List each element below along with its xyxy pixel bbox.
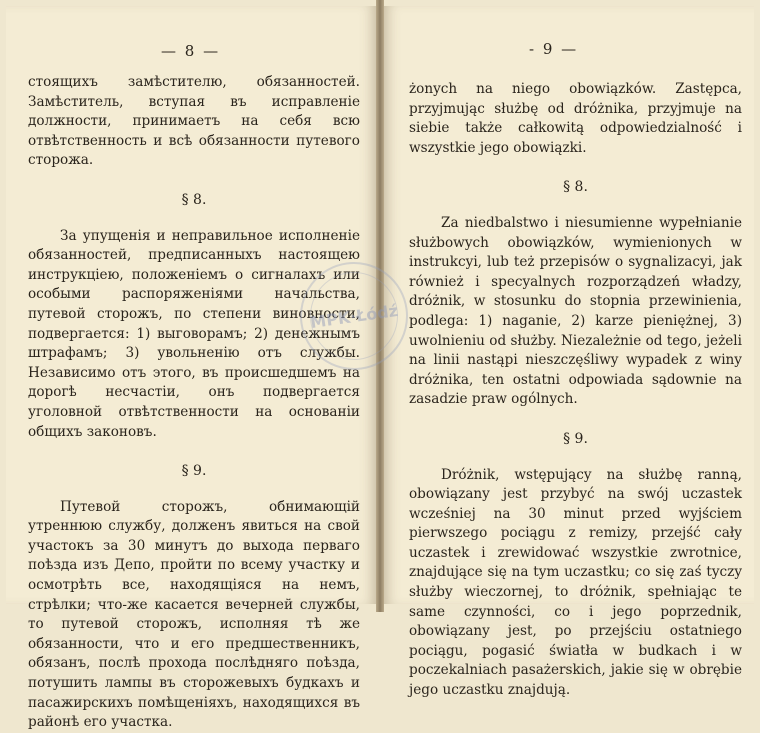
watermark-text: MPK·Łódź (309, 300, 399, 332)
paragraph: Za niedbalstwo i niesumienne wypełnianie służbowych obowiązków, wymienionych w instrukcyi, lub też przepisów o sygnalizacyi, jak również i specyalnych rozporządzeń władzy, dróżnik, w stosunku do stopnia przewinienia, podlega: 1) naganie, 2) karze pieniężnej, 3) uwolnieniu od służby. Niezależnie od tego, jeżeli na linii nastąpi nieszczęśliwy wypadek z winy dróżnika, ten ostatni odpowiada sądownie na zasadzie praw ogólnych. (409, 214, 742, 408)
paragraph: Путевой сторожъ, обнимающій утреннюю службу, долженъ явиться на свой участокъ за 30 минутъ до выхода перваго поѣзда изъ Депо, пройти по всему участку и осмотрѣть все, находящіяся на немъ, стрѣлки; что-же касается вечерней службы, то путевой сторожъ, исполняя тѣ же обязанности, что и его предшественникъ, обязанъ, послѣ прохода послѣдняго поѣзда, потушить лампы въ сторожевыхъ будкахъ и пасажирскихъ помѣщеніяхъ, находящихся въ районѣ его участка. (28, 498, 360, 731)
left-page-text (28, 73, 360, 733)
paragraph: Dróżnik, wstępujący na służbę ranną, obowiązany jest przybyć na swój uczastek wcześniej na 30 minut przed wyjściem pierwszego pociągu z remizy, przejść cały uczastek i zrewidować wszystkie zwrotnice, znajdujące się na tym uczastku; co się zaś tyczy służby wieczornej, to dróżnik, spełniając te same czynności, co i jego poprzednik, obowiązany jest, po przejściu ostatniego pociągu, pogasić światła w budkach i w poczekalniach pasażerskich, jakie się w obrębie jego uczastku znajdują. (409, 466, 742, 699)
section-heading: § 9. (563, 430, 588, 447)
paragraph: За упущенія и неправильное исполненіе обязанностей, предписанныхъ настоящею инструкціею, положеніемъ о сигналахъ или особыми распоряженіями начальства, путевой сторожъ, по степени виновности, подвергается: 1) выговорамъ; 2) денежнымъ штрафамъ; 3) увольненію отъ службы. Независимо отъ этого, въ происшедшемъ на дорогѣ несчастіи, онъ подвергается уголовной отвѣтственности на основаніи общихъ законовъ. (28, 227, 360, 440)
section-heading: § 8. (563, 179, 588, 196)
page-number-right: - 9 — (529, 40, 579, 58)
paragraph: żonych na niego obowiązków. Zastępca, przyjmując służbę od dróżnika, przyjmuje na siebie także całkowitą odpowiedzialność i wszystkie jego obowiązki. (409, 81, 742, 156)
page-number-left: — 8 — (161, 42, 221, 60)
right-page (384, 6, 754, 699)
section-heading: § 9. (181, 463, 207, 480)
right-page-text (409, 80, 742, 701)
paragraph: стоящихъ замѣстителю, обязанностей. Замѣститель, вступая въ исправленіе должности, принимаетъ на себя всю отвѣтственность и всѣ обязанности путевого сторожа. (28, 74, 360, 169)
section-heading: § 8. (181, 191, 207, 208)
watermark-ring (304, 266, 403, 365)
